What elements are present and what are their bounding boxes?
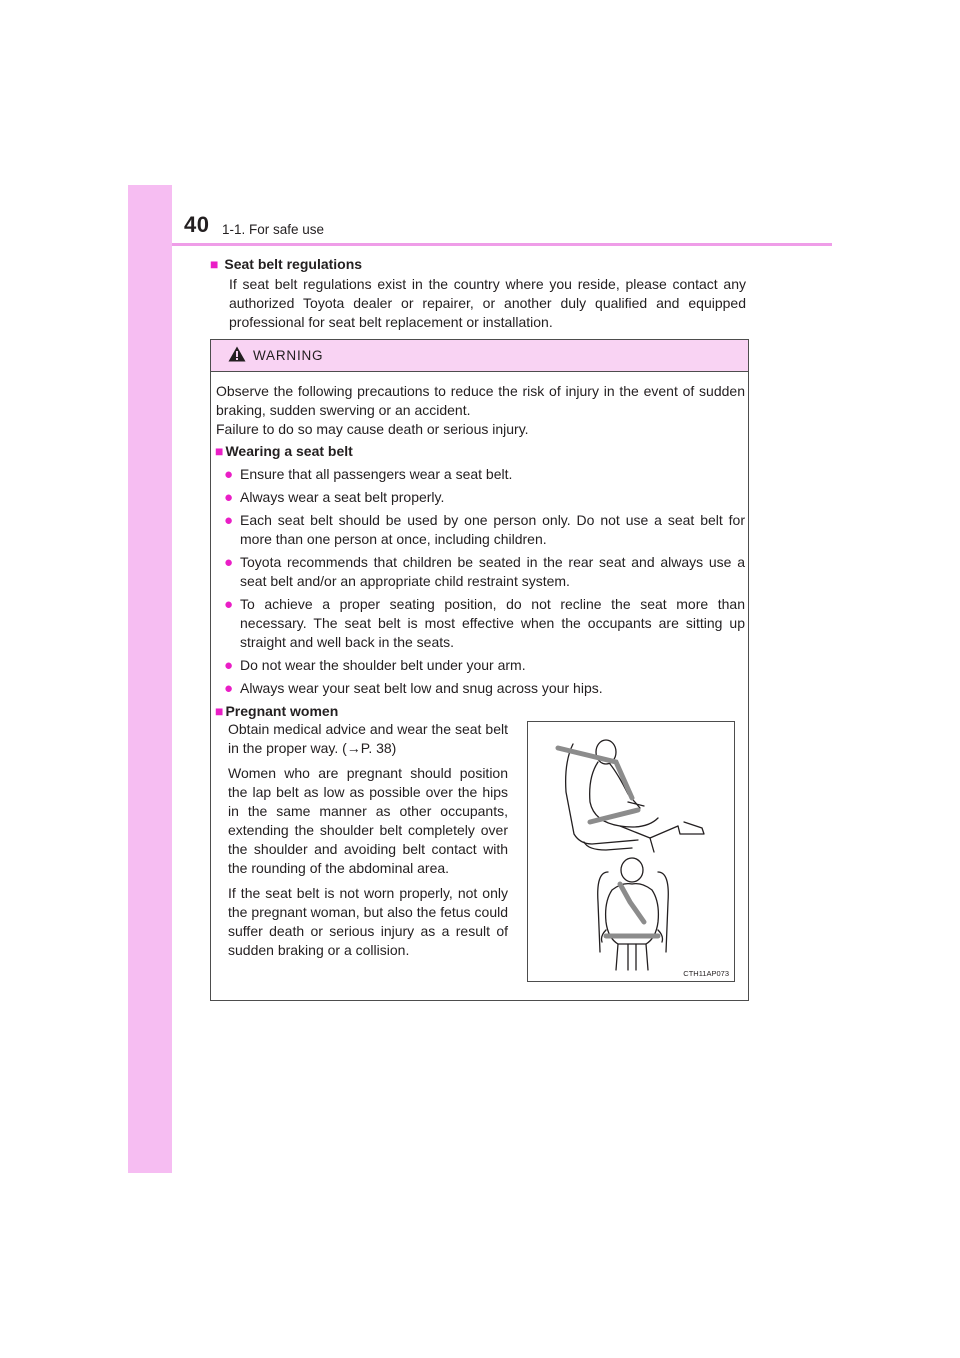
seated-pregnant-woman-drawing: [528, 722, 734, 981]
page-number: 40: [184, 212, 210, 237]
figure-code: CTH11AP073: [683, 969, 729, 978]
pregnant-seatbelt-illustration: [527, 721, 735, 982]
regulations-heading-text: Seat belt regulations: [224, 256, 363, 272]
square-bullet-icon: ■: [210, 256, 219, 272]
chapter-side-tab: [128, 185, 172, 1173]
regulations-heading: [210, 256, 362, 272]
header-rule: [172, 243, 832, 246]
circle-bullet-icon: ●: [224, 657, 234, 674]
list-item: ● Each seat belt should be used by one person only. Do not use a seat belt for more than one person at once, including children.: [224, 512, 745, 547]
circle-bullet-icon: ●: [224, 596, 234, 613]
warning-content: [211, 382, 745, 725]
circle-bullet-icon: ●: [224, 489, 234, 506]
pregnant-paragraph: Obtain medical advice and wear the seat belt in the proper way. (→P. 38): [228, 721, 508, 756]
pregnant-paragraph: If the seat belt is not worn properly, not only the pregnant woman, but also the fetus could suffer death or serious injury as a result of sudden braking or a collision.: [228, 885, 508, 958]
wearing-heading: ■ Wearing a seat belt: [215, 443, 353, 459]
circle-bullet-icon: ●: [224, 680, 234, 697]
section-title: 1-1. For safe use: [222, 222, 325, 237]
circle-bullet-icon: ●: [224, 466, 234, 483]
list-item: ● Do not wear the shoulder belt under your arm.: [224, 657, 526, 674]
square-bullet-icon: ■: [215, 703, 224, 719]
square-bullet-icon: ■: [215, 443, 224, 459]
warning-intro-line-2: Failure to do so may cause death or serious injury.: [216, 421, 529, 437]
warning-intro-line-1: Observe the following precautions to reduce the risk of injury in the event of sudden braking, sudden swerving or an accident.: [216, 383, 745, 418]
warning-header: [211, 340, 748, 372]
circle-bullet-icon: ●: [224, 512, 234, 529]
regulations-body: If seat belt regulations exist in the country where you reside, please contact any authorized Toyota dealer or repairer, or another duly qualified and equipped professional for seat belt replacement or installation.: [229, 276, 746, 330]
list-item: ● Always wear a seat belt properly.: [224, 489, 445, 506]
list-item: ● To achieve a proper seating position, do not recline the seat more than necessary. The seat belt is most effective when the occupants are sitting up straight and well back in the seats.: [224, 596, 745, 650]
list-item: ● Toyota recommends that children be seated in the rear seat and always use a seat belt and/or an appropriate child restraint system.: [224, 554, 745, 589]
pregnant-heading: ■ Pregnant women: [215, 703, 339, 719]
pregnant-paragraph: Women who are pregnant should position the lap belt as low as possible over the hips in the same manner as other occupants, extending the shoulder belt completely over the shoulder and avoiding belt contact with the rounding of the abdominal area.: [228, 765, 508, 876]
warning-label: WARNING: [253, 348, 324, 363]
pregnant-text: [228, 720, 508, 966]
list-item: ● Always wear your seat belt low and snug across your hips.: [224, 680, 603, 697]
warning-intro: [216, 382, 745, 439]
list-item: ● Ensure that all passengers wear a seat belt.: [224, 466, 513, 483]
circle-bullet-icon: ●: [224, 554, 234, 571]
warning-triangle-icon: [228, 346, 246, 362]
warning-box: [210, 339, 749, 1001]
